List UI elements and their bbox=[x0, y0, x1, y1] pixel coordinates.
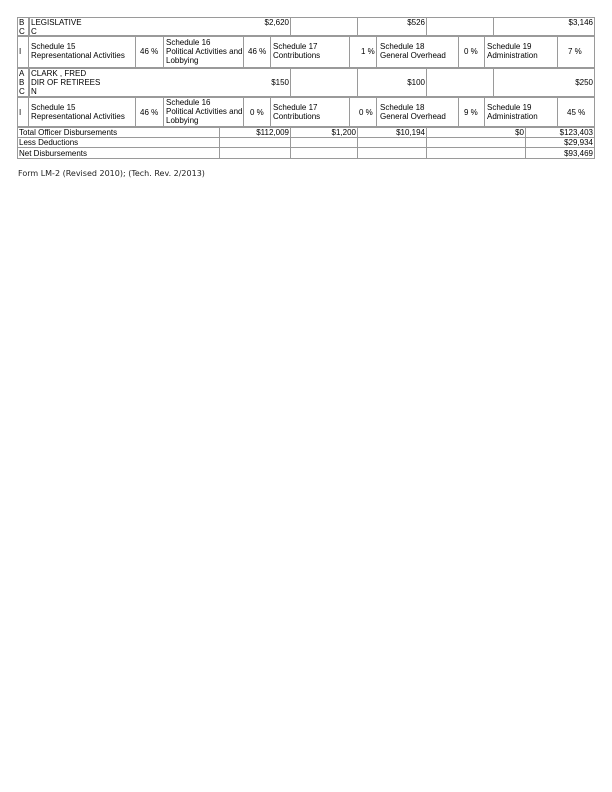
schedule-15-label: Schedule 15 bbox=[31, 103, 76, 112]
schedule-16-desc-2: Lobbying bbox=[166, 116, 199, 125]
schedule-19-desc: Administration bbox=[487, 112, 538, 121]
code-b: B bbox=[19, 18, 25, 27]
schedule-15-label: Schedule 15 bbox=[31, 42, 76, 51]
schedule-16-label: Schedule 16 bbox=[166, 98, 211, 107]
schedule-16-pct: 46 % bbox=[248, 47, 267, 56]
schedule-17-pct: 0 % bbox=[359, 108, 373, 117]
alloc-letter: I bbox=[19, 47, 22, 56]
total-salary: $112,009 bbox=[256, 128, 289, 137]
code-b: B bbox=[19, 78, 25, 87]
alloc-letter: I bbox=[19, 108, 22, 117]
code-a: A bbox=[19, 69, 25, 78]
schedule-15-pct: 46 % bbox=[140, 47, 159, 56]
form-footer: Form LM-2 (Revised 2010); (Tech. Rev. 2/2013) bbox=[18, 169, 205, 178]
other-cell bbox=[426, 17, 494, 36]
total-other: $0 bbox=[515, 128, 524, 137]
schedule-15-desc: Representational Activities bbox=[31, 112, 125, 121]
schedule-16-desc: Political Activities and bbox=[166, 47, 243, 56]
less-deductions-label: Less Deductions bbox=[19, 138, 79, 147]
net-disbursements-label: Net Disbursements bbox=[19, 149, 88, 158]
schedule-19-pct: 45 % bbox=[567, 108, 586, 117]
schedule-17-desc: Contributions bbox=[273, 51, 321, 60]
schedule-16-pct: 0 % bbox=[250, 108, 264, 117]
schedule-17-pct: 1 % bbox=[361, 47, 375, 56]
schedule-16-label: Schedule 16 bbox=[166, 38, 211, 47]
total: $250 bbox=[575, 78, 593, 87]
total-allowances: $1,200 bbox=[331, 128, 356, 137]
net-disbursements-value: $93,469 bbox=[564, 149, 593, 158]
other-cell bbox=[426, 68, 494, 97]
code-c: C bbox=[19, 27, 25, 36]
schedule-19-label: Schedule 19 bbox=[487, 103, 532, 112]
schedule-15-pct: 46 % bbox=[140, 108, 159, 117]
schedule-16-desc: Political Activities and bbox=[166, 107, 243, 116]
code-c: C bbox=[19, 87, 25, 96]
expenses: $100 bbox=[407, 78, 425, 87]
schedule-18-label: Schedule 18 bbox=[380, 42, 425, 51]
schedule-18-label: Schedule 18 bbox=[380, 103, 425, 112]
schedule-18-desc: General Overhead bbox=[380, 51, 446, 60]
schedule-16-desc-2: Lobbying bbox=[166, 56, 199, 65]
gross-salary: $2,620 bbox=[264, 18, 289, 27]
officer-status: N bbox=[31, 87, 37, 96]
schedule-18-pct: 0 % bbox=[464, 47, 478, 56]
expenses: $526 bbox=[407, 18, 425, 27]
total-expenses: $10,194 bbox=[396, 128, 425, 137]
schedule-19-desc: Administration bbox=[487, 51, 538, 60]
gross-salary: $150 bbox=[271, 78, 289, 87]
less-deductions-value: $29,934 bbox=[564, 138, 593, 147]
allowances-cell bbox=[290, 68, 358, 97]
total-all: $123,403 bbox=[559, 128, 593, 137]
schedule-17-desc: Contributions bbox=[273, 112, 321, 121]
officer-title: DIR OF RETIREES bbox=[31, 78, 101, 87]
total: $3,146 bbox=[568, 18, 593, 27]
officer-name: CLARK , FRED bbox=[31, 69, 87, 78]
schedule-19-pct: 7 % bbox=[568, 47, 582, 56]
schedule-15-desc: Representational Activities bbox=[31, 51, 125, 60]
allowances-cell bbox=[290, 17, 358, 36]
schedule-17-label: Schedule 17 bbox=[273, 103, 318, 112]
schedule-18-pct: 9 % bbox=[464, 108, 478, 117]
schedule-18-desc: General Overhead bbox=[380, 112, 446, 121]
schedule-19-label: Schedule 19 bbox=[487, 42, 532, 51]
officer-status: C bbox=[31, 27, 37, 36]
officer-title: LEGISLATIVE bbox=[31, 18, 82, 27]
schedule-17-label: Schedule 17 bbox=[273, 42, 318, 51]
total-disbursements-label: Total Officer Disbursements bbox=[19, 128, 118, 137]
